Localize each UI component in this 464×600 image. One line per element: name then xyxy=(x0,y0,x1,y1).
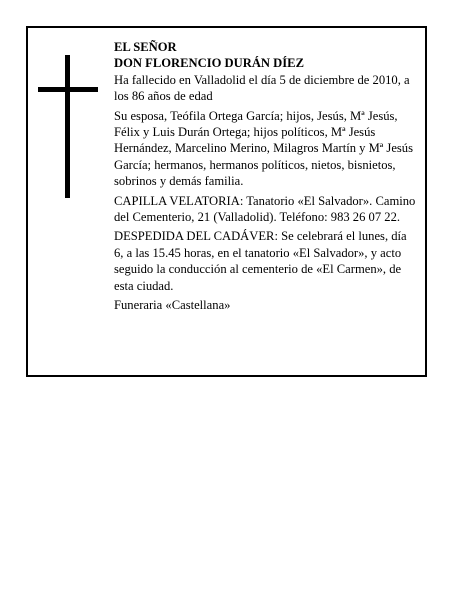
cross-vertical-bar xyxy=(65,55,70,198)
deceased-name: DON FLORENCIO DURÁN DÍEZ xyxy=(114,56,304,71)
honorific-title: EL SEÑOR xyxy=(114,40,177,54)
death-statement: Ha fallecido en Valladolid el día 5 de diciembre de 2010, a los 86 años de edad xyxy=(114,72,410,104)
funeral-home: Funeraria «Castellana» xyxy=(114,298,231,313)
cross-icon xyxy=(38,55,98,198)
chapel-info: CAPILLA VELATORIA: Tanatorio «El Salvador». Camino del Cementerio, 21 (Valladolid). Teléfono: 983 26 07 22. xyxy=(114,193,416,225)
farewell-info: DESPEDIDA DEL CADÁVER: Se celebrará el lunes, día 6, a las 15.45 horas, en el tanatorio «El Salvador», y acto seguido la conducción al cementerio de «El Carmen», de esta ciudad. xyxy=(114,229,407,293)
obituary-notice xyxy=(26,26,427,377)
obituary-text xyxy=(114,39,419,314)
cross-horizontal-bar xyxy=(38,87,98,92)
family-list: Su esposa, Teófila Ortega García; hijos, Jesús, Mª Jesús, Félix y Luis Durán Ortega; hijos políticos, Mª Jesús Hernández, Marcelino Merino, Milagros Martín y Mª Jesús García; hermanos, hermanos políticos, nietos, bisnietos, sobrinos y demás familia. xyxy=(114,108,414,189)
